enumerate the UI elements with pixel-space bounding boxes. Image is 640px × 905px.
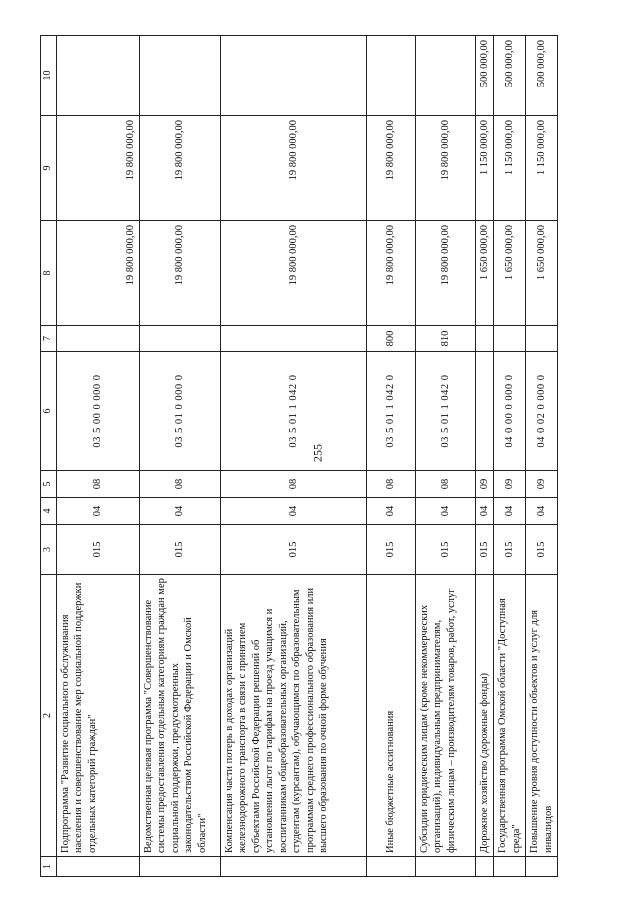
cell-kind: [221, 326, 367, 352]
cell-amount-9: 19 800 000,00: [140, 116, 221, 221]
table-row: [140, 36, 221, 877]
cell-amount-10: [57, 36, 140, 116]
cell-section: 04: [416, 498, 476, 525]
col-header-6: 6: [41, 352, 57, 471]
cell-amount-8: 1 650 000,00: [494, 221, 526, 326]
table-row: [416, 36, 476, 877]
table-frame: [40, 36, 554, 877]
col-header-3: 3: [41, 525, 57, 575]
cell-name: Государственная программа Омской области "Доступная среда": [494, 575, 526, 857]
cell-name: Дорожное хозяйство (дорожные фонды): [476, 575, 494, 857]
cell-section: 04: [367, 498, 416, 525]
cell-amount-8: 19 800 000,00: [367, 221, 416, 326]
cell-amount-8: 19 800 000,00: [416, 221, 476, 326]
cell-amount-8: 19 800 000,00: [57, 221, 140, 326]
cell-admin: 015: [221, 525, 367, 575]
cell-target: 03 5 01 1 042 0: [416, 352, 476, 471]
cell-amount-8: 1 650 000,00: [526, 221, 558, 326]
cell-target: 03 5 01 1 042 0: [367, 352, 416, 471]
cell-name: Субсидии юридическим лицам (кроме некоммерческих организаций), индивидуальным предпринимателям, физическим лицам – производителям товаров, работ, услуг: [416, 575, 476, 857]
table-row: [476, 36, 494, 877]
cell-amount-9: 19 800 000,00: [367, 116, 416, 221]
cell-section: 04: [476, 498, 494, 525]
col-header-7: 7: [41, 326, 57, 352]
cell-name: Компенсация части потерь в доходах организаций железнодорожного транспорта в связи с принятием субъектами Российской Федерации решений об установлении льгот по тарифам на проезд учащимся и воспитанникам общеобразовательных организаций, студентам (курсантам), обучающимся по образовательным программам среднего профессионального образования или высшего образования по очной форме обучения: [221, 575, 367, 857]
cell-section: 04: [221, 498, 367, 525]
cell-section: 04: [57, 498, 140, 525]
cell-section: 04: [526, 498, 558, 525]
cell-target: 03 5 01 1 042 0: [221, 352, 367, 471]
cell-subsection: 08: [140, 471, 221, 498]
table-row: [221, 36, 367, 877]
cell-amount-8: 19 800 000,00: [140, 221, 221, 326]
cell-kind: [526, 326, 558, 352]
cell-name: Иные бюджетные ассигнования: [367, 575, 416, 857]
cell-kind: [140, 326, 221, 352]
cell-subsection: 09: [476, 471, 494, 498]
cell-target: 04 0 00 0 000 0: [494, 352, 526, 471]
cell-index: [476, 857, 494, 877]
cell-target: 03 5 00 0 000 0: [57, 352, 140, 471]
cell-index: [526, 857, 558, 877]
cell-subsection: 08: [221, 471, 367, 498]
cell-admin: 015: [367, 525, 416, 575]
cell-name: Повышение уровня доступности объектов и услуг для инвалидов: [526, 575, 558, 857]
cell-kind: [57, 326, 140, 352]
table-row: [526, 36, 558, 877]
cell-admin: 015: [140, 525, 221, 575]
budget-table: [40, 35, 558, 877]
cell-kind: 810: [416, 326, 476, 352]
cell-admin: 015: [57, 525, 140, 575]
cell-amount-9: 1 150 000,00: [494, 116, 526, 221]
cell-index: [416, 857, 476, 877]
cell-target: [476, 352, 494, 471]
cell-admin: 015: [494, 525, 526, 575]
cell-index: [57, 857, 140, 877]
cell-admin: 015: [526, 525, 558, 575]
cell-subsection: 08: [416, 471, 476, 498]
cell-amount-9: 1 150 000,00: [526, 116, 558, 221]
rotated-table-container: [40, 36, 554, 877]
cell-amount-10: [367, 36, 416, 116]
cell-kind: [494, 326, 526, 352]
col-header-5: 5: [41, 471, 57, 498]
cell-section: 04: [140, 498, 221, 525]
col-header-8: 8: [41, 221, 57, 326]
table-row: [57, 36, 140, 877]
cell-name: Ведомственная целевая программа "Совершенствование системы предоставления отдельным категориям граждан мер социальной поддержки, предусмотренных законодательством Российской Федерации и Омской области": [140, 575, 221, 857]
cell-target: 03 5 01 0 000 0: [140, 352, 221, 471]
cell-admin: 015: [416, 525, 476, 575]
cell-amount-9: 1 150 000,00: [476, 116, 494, 221]
cell-amount-10: 500 000,00: [494, 36, 526, 116]
cell-amount-8: 1 650 000,00: [476, 221, 494, 326]
cell-subsection: 08: [367, 471, 416, 498]
cell-amount-9: 19 800 000,00: [57, 116, 140, 221]
cell-amount-9: 19 800 000,00: [416, 116, 476, 221]
cell-amount-10: 500 000,00: [476, 36, 494, 116]
col-header-4: 4: [41, 498, 57, 525]
cell-amount-8: 19 800 000,00: [221, 221, 367, 326]
col-header-10: 10: [41, 36, 57, 116]
col-header-2: 2: [41, 575, 57, 857]
cell-amount-10: [416, 36, 476, 116]
cell-kind: 800: [367, 326, 416, 352]
cell-index: [221, 857, 367, 877]
cell-amount-10: [221, 36, 367, 116]
cell-target: 04 0 02 0 000 0: [526, 352, 558, 471]
cell-name: Подпрограмма "Развитие социального обслуживания населения и совершенствование мер социальной поддержки отдельных категорий граждан": [57, 575, 140, 857]
col-header-1: 1: [41, 857, 57, 877]
table-row: [494, 36, 526, 877]
cell-index: [367, 857, 416, 877]
cell-index: [494, 857, 526, 877]
page-number-text: 255: [310, 444, 325, 462]
cell-subsection: 09: [526, 471, 558, 498]
cell-index: [140, 857, 221, 877]
cell-kind: [476, 326, 494, 352]
cell-amount-10: [140, 36, 221, 116]
cell-admin: 015: [476, 525, 494, 575]
cell-section: 04: [494, 498, 526, 525]
col-header-9: 9: [41, 116, 57, 221]
cell-amount-9: 19 800 000,00: [221, 116, 367, 221]
cell-subsection: 09: [494, 471, 526, 498]
cell-subsection: 08: [57, 471, 140, 498]
table-row: [367, 36, 416, 877]
cell-amount-10: 500 000,00: [526, 36, 558, 116]
column-number-row: [41, 36, 57, 877]
